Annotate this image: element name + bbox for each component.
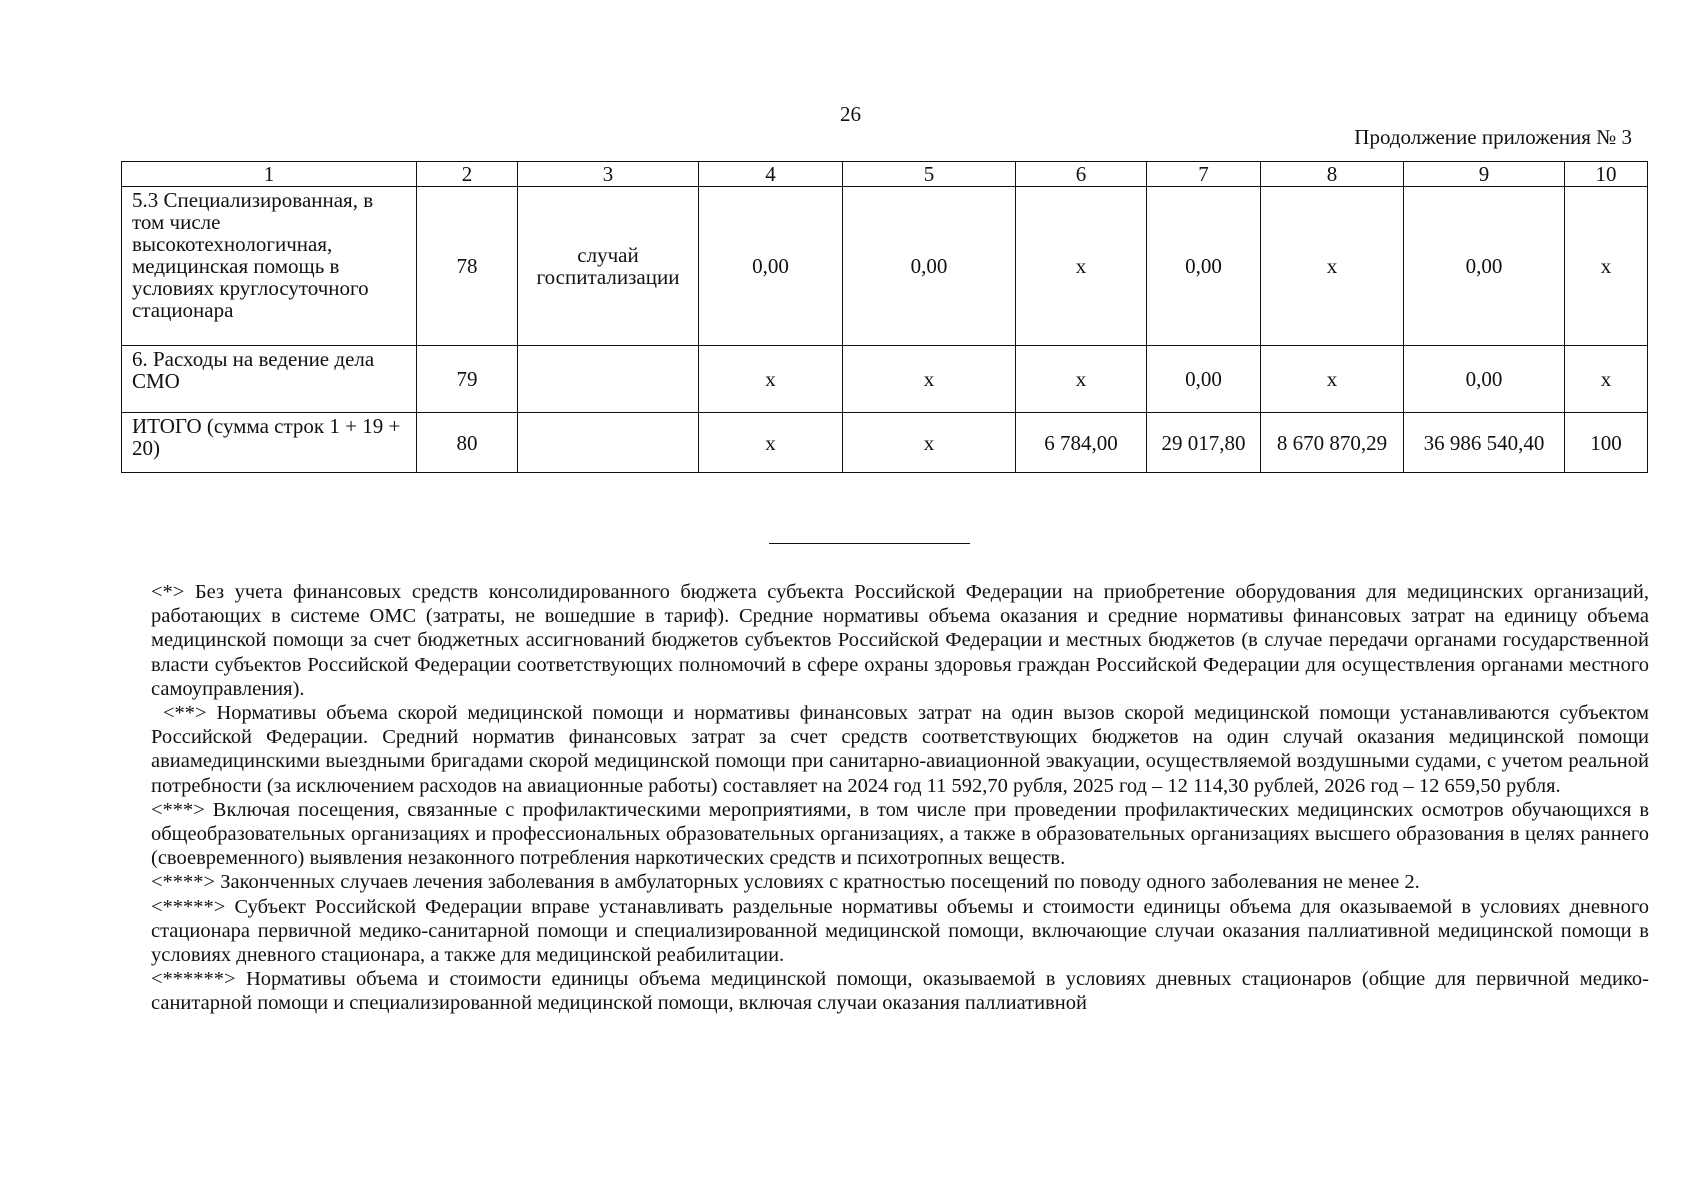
table-total-row — [122, 413, 1648, 473]
table-cell: х — [843, 413, 1016, 473]
table-cell: х — [1016, 346, 1147, 413]
table-cell: х — [699, 413, 843, 473]
table-cell — [518, 346, 699, 413]
table-cell: 0,00 — [1147, 346, 1261, 413]
table-cell: х — [1016, 187, 1147, 346]
header-cell: 10 — [1565, 162, 1648, 187]
table-cell: 100 — [1565, 413, 1648, 473]
header-cell: 8 — [1261, 162, 1404, 187]
table-cell — [518, 413, 699, 473]
header-cell: 2 — [417, 162, 518, 187]
table-cell: 0,00 — [699, 187, 843, 346]
header-cell: 6 — [1016, 162, 1147, 187]
header-cell: 4 — [699, 162, 843, 187]
table-cell: х — [1261, 346, 1404, 413]
table-cell: случай госпитализации — [518, 187, 699, 346]
table-cell: 0,00 — [843, 187, 1016, 346]
table-cell: 0,00 — [1147, 187, 1261, 346]
footnote: <**> Нормативы объема скорой медицинской помощи и нормативы финансовых затрат на один вызов скорой медицинской помощи устанавливаются субъектом Российской Федерации. Средний норматив финансовых затрат за счет средств соответствующих бюджетов на один случай оказания медицинской помощи авиамедицинскими выездными бригадами скорой медицинской помощи при санитарно-авиационной эвакуации, осуществляемой воздушными судами, с учетом реальной потребности (за исключением расходов на авиационные работы) составляет на 2024 год 11 592,70 рубля, 2025 год – 12 114,30 рублей, 2026 год – 12 659,50 рубля. — [151, 702, 1649, 797]
table-row — [122, 187, 1648, 346]
table-cell: 6 784,00 — [1016, 413, 1147, 473]
table-cell: х — [699, 346, 843, 413]
table-cell: 36 986 540,40 — [1404, 413, 1565, 473]
footnote: <***> Включая посещения, связанные с профилактическими мероприятиями, в том числе при проведении профилактических медицинских осмотров обучающихся в общеобразовательных организациях и профессиональных образовательных организациях, а также в образовательных организациях высшего образования в целях раннего (своевременного) выявления незаконного потребления наркотических средств и психотропных веществ. — [151, 798, 1649, 870]
norms-table — [121, 161, 1648, 473]
table-cell: 78 — [417, 187, 518, 346]
header-cell: 1 — [122, 162, 417, 187]
table-row — [122, 346, 1648, 413]
header-cell: 5 — [843, 162, 1016, 187]
row-name-cell: ИТОГО (сумма строк 1 + 19 + 20) — [122, 413, 417, 473]
footnote-separator — [769, 543, 970, 544]
header-cell: 7 — [1147, 162, 1261, 187]
footnote: <*> Без учета финансовых средств консолидированного бюджета субъекта Российской Федерации на приобретение оборудования для медицинских организаций, работающих в системе ОМС (затраты, не вошедшие в тариф). Средние нормативы объема оказания и средние нормативы финансовых затрат на единицу объема медицинской помощи за счет бюджетных ассигнований бюджетов субъектов Российской Федерации и местных бюджетов (в случае передачи органами государственной власти субъектов Российской Федерации соответствующих полномочий в сфере охраны здоровья граждан Российской Федерации для осуществления органами местного самоуправления). — [151, 581, 1649, 700]
footnote: <*****> Субъект Российской Федерации вправе устанавливать раздельные нормативы объемы и стоимости единицы объема для оказываемой в условиях дневного стационара первичной медико-санитарной помощи и специализированной медицинской помощи, включающие случаи оказания паллиативной медицинской помощи в условиях дневного стационара, а также для медицинской реабилитации. — [151, 895, 1649, 967]
table-cell: 29 017,80 — [1147, 413, 1261, 473]
row-name-cell: 5.3 Специализированная, в том числе высокотехнологичная, медицинская помощь в условиях круглосуточного стационара — [122, 187, 417, 346]
table-cell: 80 — [417, 413, 518, 473]
table-cell: 0,00 — [1404, 187, 1565, 346]
appendix-continuation-note: Продолжение приложения № 3 — [1354, 125, 1632, 149]
table-cell: х — [1565, 346, 1648, 413]
table-cell: 79 — [417, 346, 518, 413]
footnote: <****> Законченных случаев лечения заболевания в амбулаторных условиях с кратностью посещений по поводу одного заболевания не менее 2. — [151, 871, 1420, 894]
table-header-row — [122, 162, 1648, 187]
table-cell: 8 670 870,29 — [1261, 413, 1404, 473]
table-cell: х — [843, 346, 1016, 413]
table-cell: х — [1261, 187, 1404, 346]
table-cell: 0,00 — [1404, 346, 1565, 413]
page-number: 26 — [840, 102, 861, 126]
footnotes — [151, 580, 1649, 1016]
header-cell: 9 — [1404, 162, 1565, 187]
footnote: <******> Нормативы объема и стоимости единицы объема медицинской помощи, оказываемой в условиях дневных стационаров (общие для первичной медико-санитарной помощи и специализированной медицинской помощи, включая случаи оказания паллиативной — [151, 968, 1649, 1015]
header-cell: 3 — [518, 162, 699, 187]
row-name-cell: 6. Расходы на ведение дела СМО — [122, 346, 417, 413]
table-cell: х — [1565, 187, 1648, 346]
